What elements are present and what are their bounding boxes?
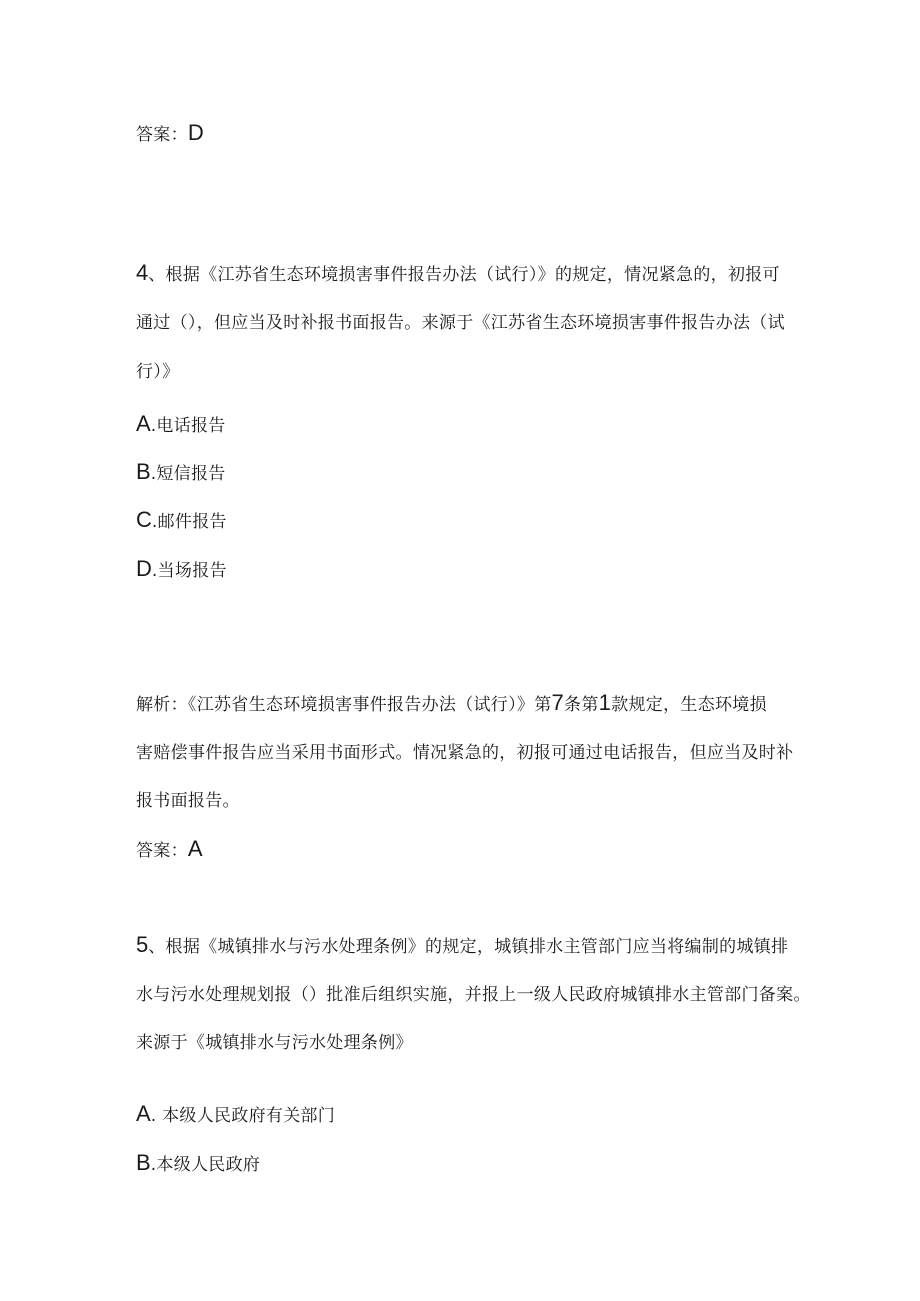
option-text: .当场报告 <box>151 561 227 581</box>
q5-option-a <box>136 1102 335 1128</box>
answer-value: A <box>187 836 203 861</box>
q4-option-c <box>136 508 227 534</box>
stem-text: 、根据《江苏省生态环境损害事件报告办法（试行）》的规定，情况紧急的，初报可 <box>148 265 780 285</box>
analysis-text: 解析：《江苏省生态环境损害事件报告办法（试行）》第 <box>136 695 552 715</box>
q4-analysis-line-3: 报书面报告。 <box>136 791 240 811</box>
q4-analysis-line-2: 害赔偿事件报告应当采用书面形式。情况紧急的，初报可通过电话报告，但应当及时补 <box>136 743 794 763</box>
option-letter: B <box>136 459 151 484</box>
option-text: .短信报告 <box>150 464 226 484</box>
option-letter: A <box>136 411 151 436</box>
question-number: 5 <box>136 932 149 957</box>
q4-option-d <box>136 557 227 583</box>
answer-label: 答案： <box>136 125 188 145</box>
q3-answer <box>136 121 204 147</box>
option-text: .邮件报告 <box>151 512 227 532</box>
q5-stem-line-3: 来源于《城镇排水与污水处理条例》 <box>136 1033 413 1053</box>
option-text: .电话报告 <box>150 416 226 436</box>
q4-stem-line-3: 行）》 <box>136 362 180 382</box>
answer-label: 答案： <box>136 841 188 861</box>
answer-value: D <box>187 120 204 145</box>
analysis-text: 条第 <box>564 695 599 715</box>
q4-answer <box>136 837 203 863</box>
option-letter: D <box>136 556 152 581</box>
q4-analysis-line-1 <box>136 691 767 717</box>
clause-number: 1 <box>598 690 612 715</box>
q4-stem-line-1 <box>136 261 780 287</box>
option-letter: B <box>136 1150 151 1175</box>
q4-option-a <box>136 412 226 438</box>
option-letter: A <box>136 1101 151 1126</box>
q5-option-b <box>136 1151 260 1177</box>
q4-stem-line-2: 通过（），但应当及时补报书面报告。来源于《江苏省生态环境损害事件报告办法（试 <box>136 313 785 333</box>
option-text: .本级人民政府 <box>150 1155 261 1175</box>
article-number: 7 <box>551 690 565 715</box>
option-letter: C <box>136 507 152 532</box>
q5-stem-line-1 <box>136 933 788 959</box>
question-number: 4 <box>136 260 149 285</box>
q5-stem-line-2: 水与污水处理规划报（）批准后组织实施，并报上一级人民政府城镇排水主管部门备案。 <box>136 985 811 1005</box>
q4-option-b <box>136 460 226 486</box>
analysis-text: 款规定，生态环境损 <box>611 695 767 715</box>
option-text: . 本级人民政府有关部门 <box>150 1106 336 1126</box>
stem-text: 、根据《城镇排水与污水处理条例》的规定，城镇排水主管部门应当将编制的城镇排 <box>148 937 789 957</box>
